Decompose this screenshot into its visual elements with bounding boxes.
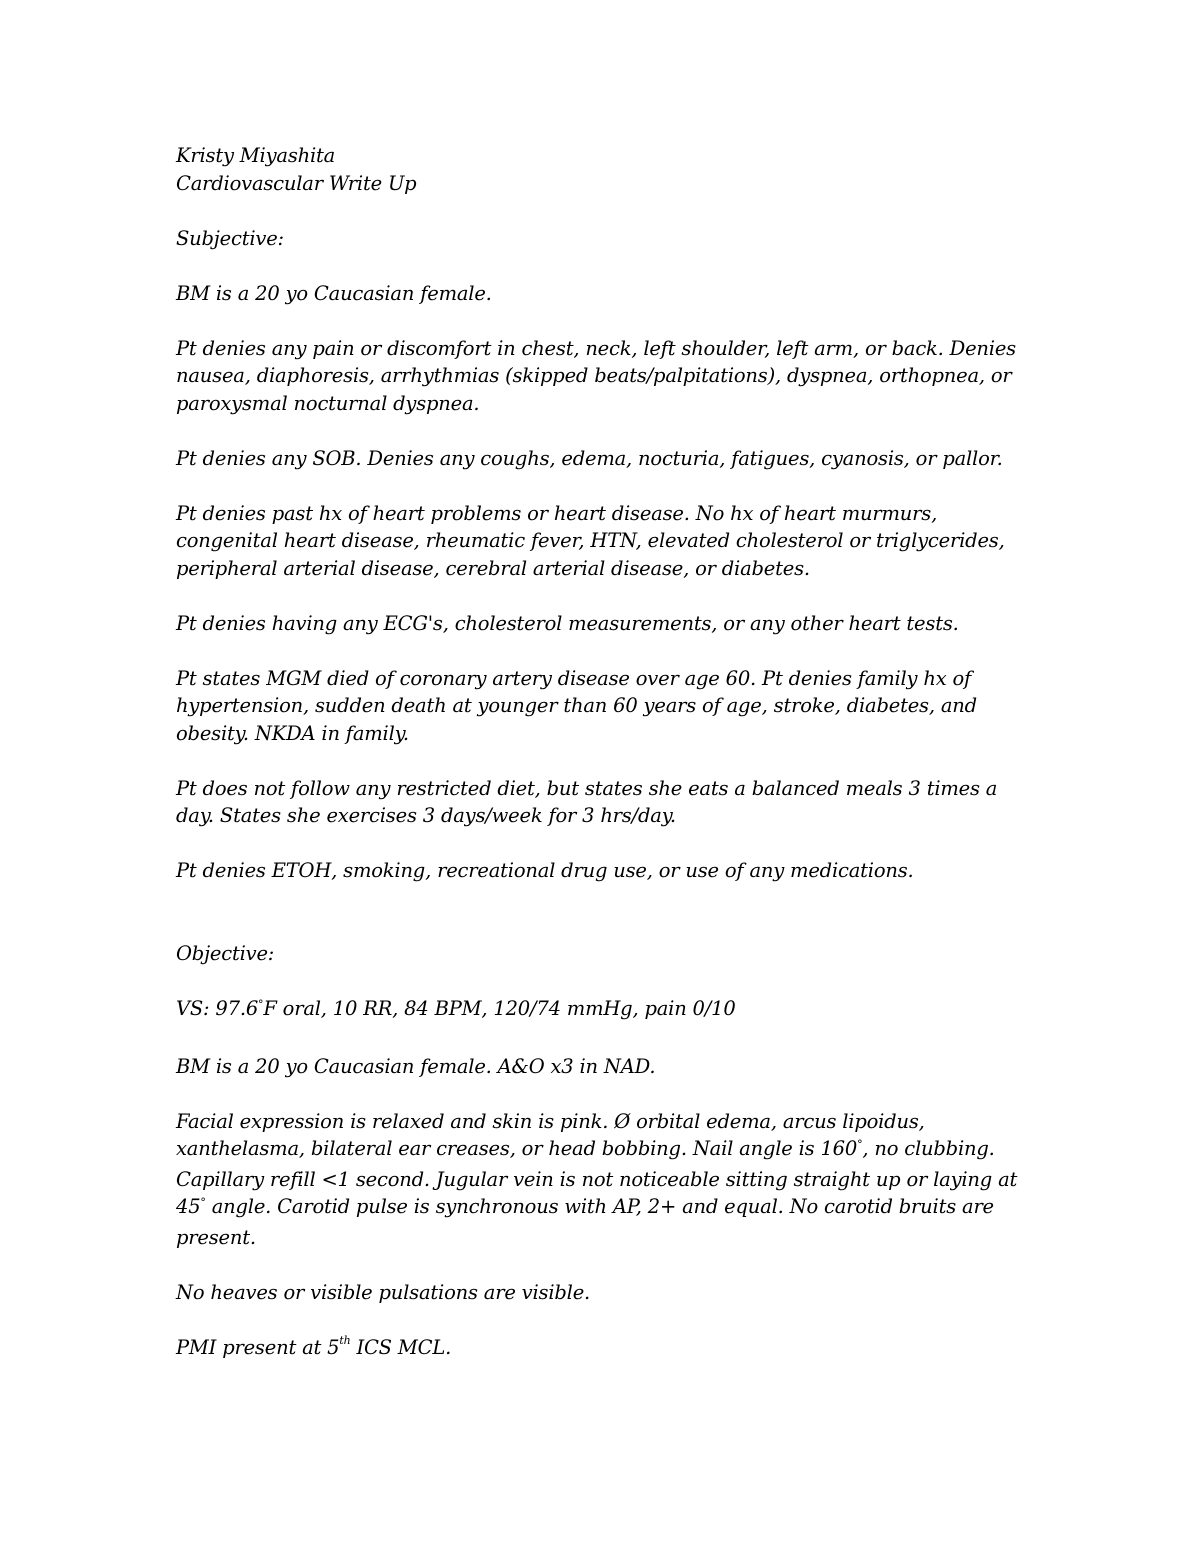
subjective-paragraph: Pt denies any SOB. Denies any coughs, edema, nocturia, fatigues, cyanosis, or pallor. <box>176 446 1003 470</box>
vital-signs-rest: F oral, 10 RR, 84 BPM, 120/74 mmHg, pain 0/10 <box>263 996 736 1020</box>
subjective-paragraph: Pt denies ETOH, smoking, recreational drug use, or use of any medications. <box>176 859 914 882</box>
vital-signs-temp: VS: 97.6 <box>176 996 259 1020</box>
pmi-location: ICS MCL. <box>350 1335 452 1359</box>
subjective-paragraph: BM is a 20 yo Caucasian female. <box>176 281 492 305</box>
subjective-paragraph: Pt denies any pain or discomfort in chest, neck, left shoulder, left arm, or back. Denies nausea, diaphoresis, arrhythmias (skipped beats/palpitations), dyspnea, orthopnea, or paroxysmal nocturnal dyspnea. <box>176 336 1016 415</box>
facial-exam-part-1: Facial expression is relaxed and skin is pink. Ø orbital edema, arcus lipoidus, xanthelasma, bilateral ear creases, or head bobbing. Nail angle is 160 <box>176 1109 925 1160</box>
document-title: Cardiovascular Write Up <box>176 171 417 195</box>
subjective-paragraph: Pt states MGM died of coronary artery disease over age 60. Pt denies family hx of hypertension, sudden death at younger than 60 years of age, stroke, diabetes, and obesity. NKDA in family. <box>176 666 977 745</box>
ordinal-superscript: th <box>339 1334 351 1347</box>
facial-exam-part-2: , no clubbing. Capillary refill <1 second. Jugular vein is not noticeable sitting straight up or laying at 45 <box>176 1137 1018 1218</box>
degree-symbol: ° <box>857 1138 863 1151</box>
subjective-paragraph: Pt does not follow any restricted diet, but states she eats a balanced meals 3 times a day. States she exercises 3 days/week for 3 hrs/day. <box>176 776 998 827</box>
facial-exam-part-3: angle. Carotid pulse is synchronous with AP, 2+ and equal. No carotid bruits are present. <box>176 1195 994 1249</box>
objective-heading: Objective: <box>176 941 275 965</box>
subjective-heading: Subjective: <box>176 226 284 250</box>
degree-symbol: ° <box>258 997 264 1011</box>
patient-summary-line: BM is a 20 yo Caucasian female. A&O x3 in NAD. <box>176 1054 656 1078</box>
vital-signs-line <box>176 995 1036 1026</box>
pmi-text: PMI present at 5 <box>176 1335 340 1359</box>
pmi-line <box>176 1334 1036 1362</box>
document-body <box>176 142 1036 1361</box>
subjective-paragraph: Pt denies past hx of heart problems or heart disease. No hx of heart murmurs, congenital heart disease, rheumatic fever, HTN, elevated cholesterol or triglycerides, peripheral arterial disease, cerebral arterial disease, or diabetes. <box>176 501 1005 580</box>
subjective-paragraph: Pt denies having any ECG's, cholesterol measurements, or any other heart tests. <box>176 611 959 635</box>
degree-symbol: ° <box>200 1196 206 1209</box>
heaves-line: No heaves or visible pulsations are visible. <box>176 1280 591 1304</box>
facial-exam-paragraph <box>176 1108 1036 1252</box>
author-name: Kristy Miyashita <box>176 144 336 167</box>
